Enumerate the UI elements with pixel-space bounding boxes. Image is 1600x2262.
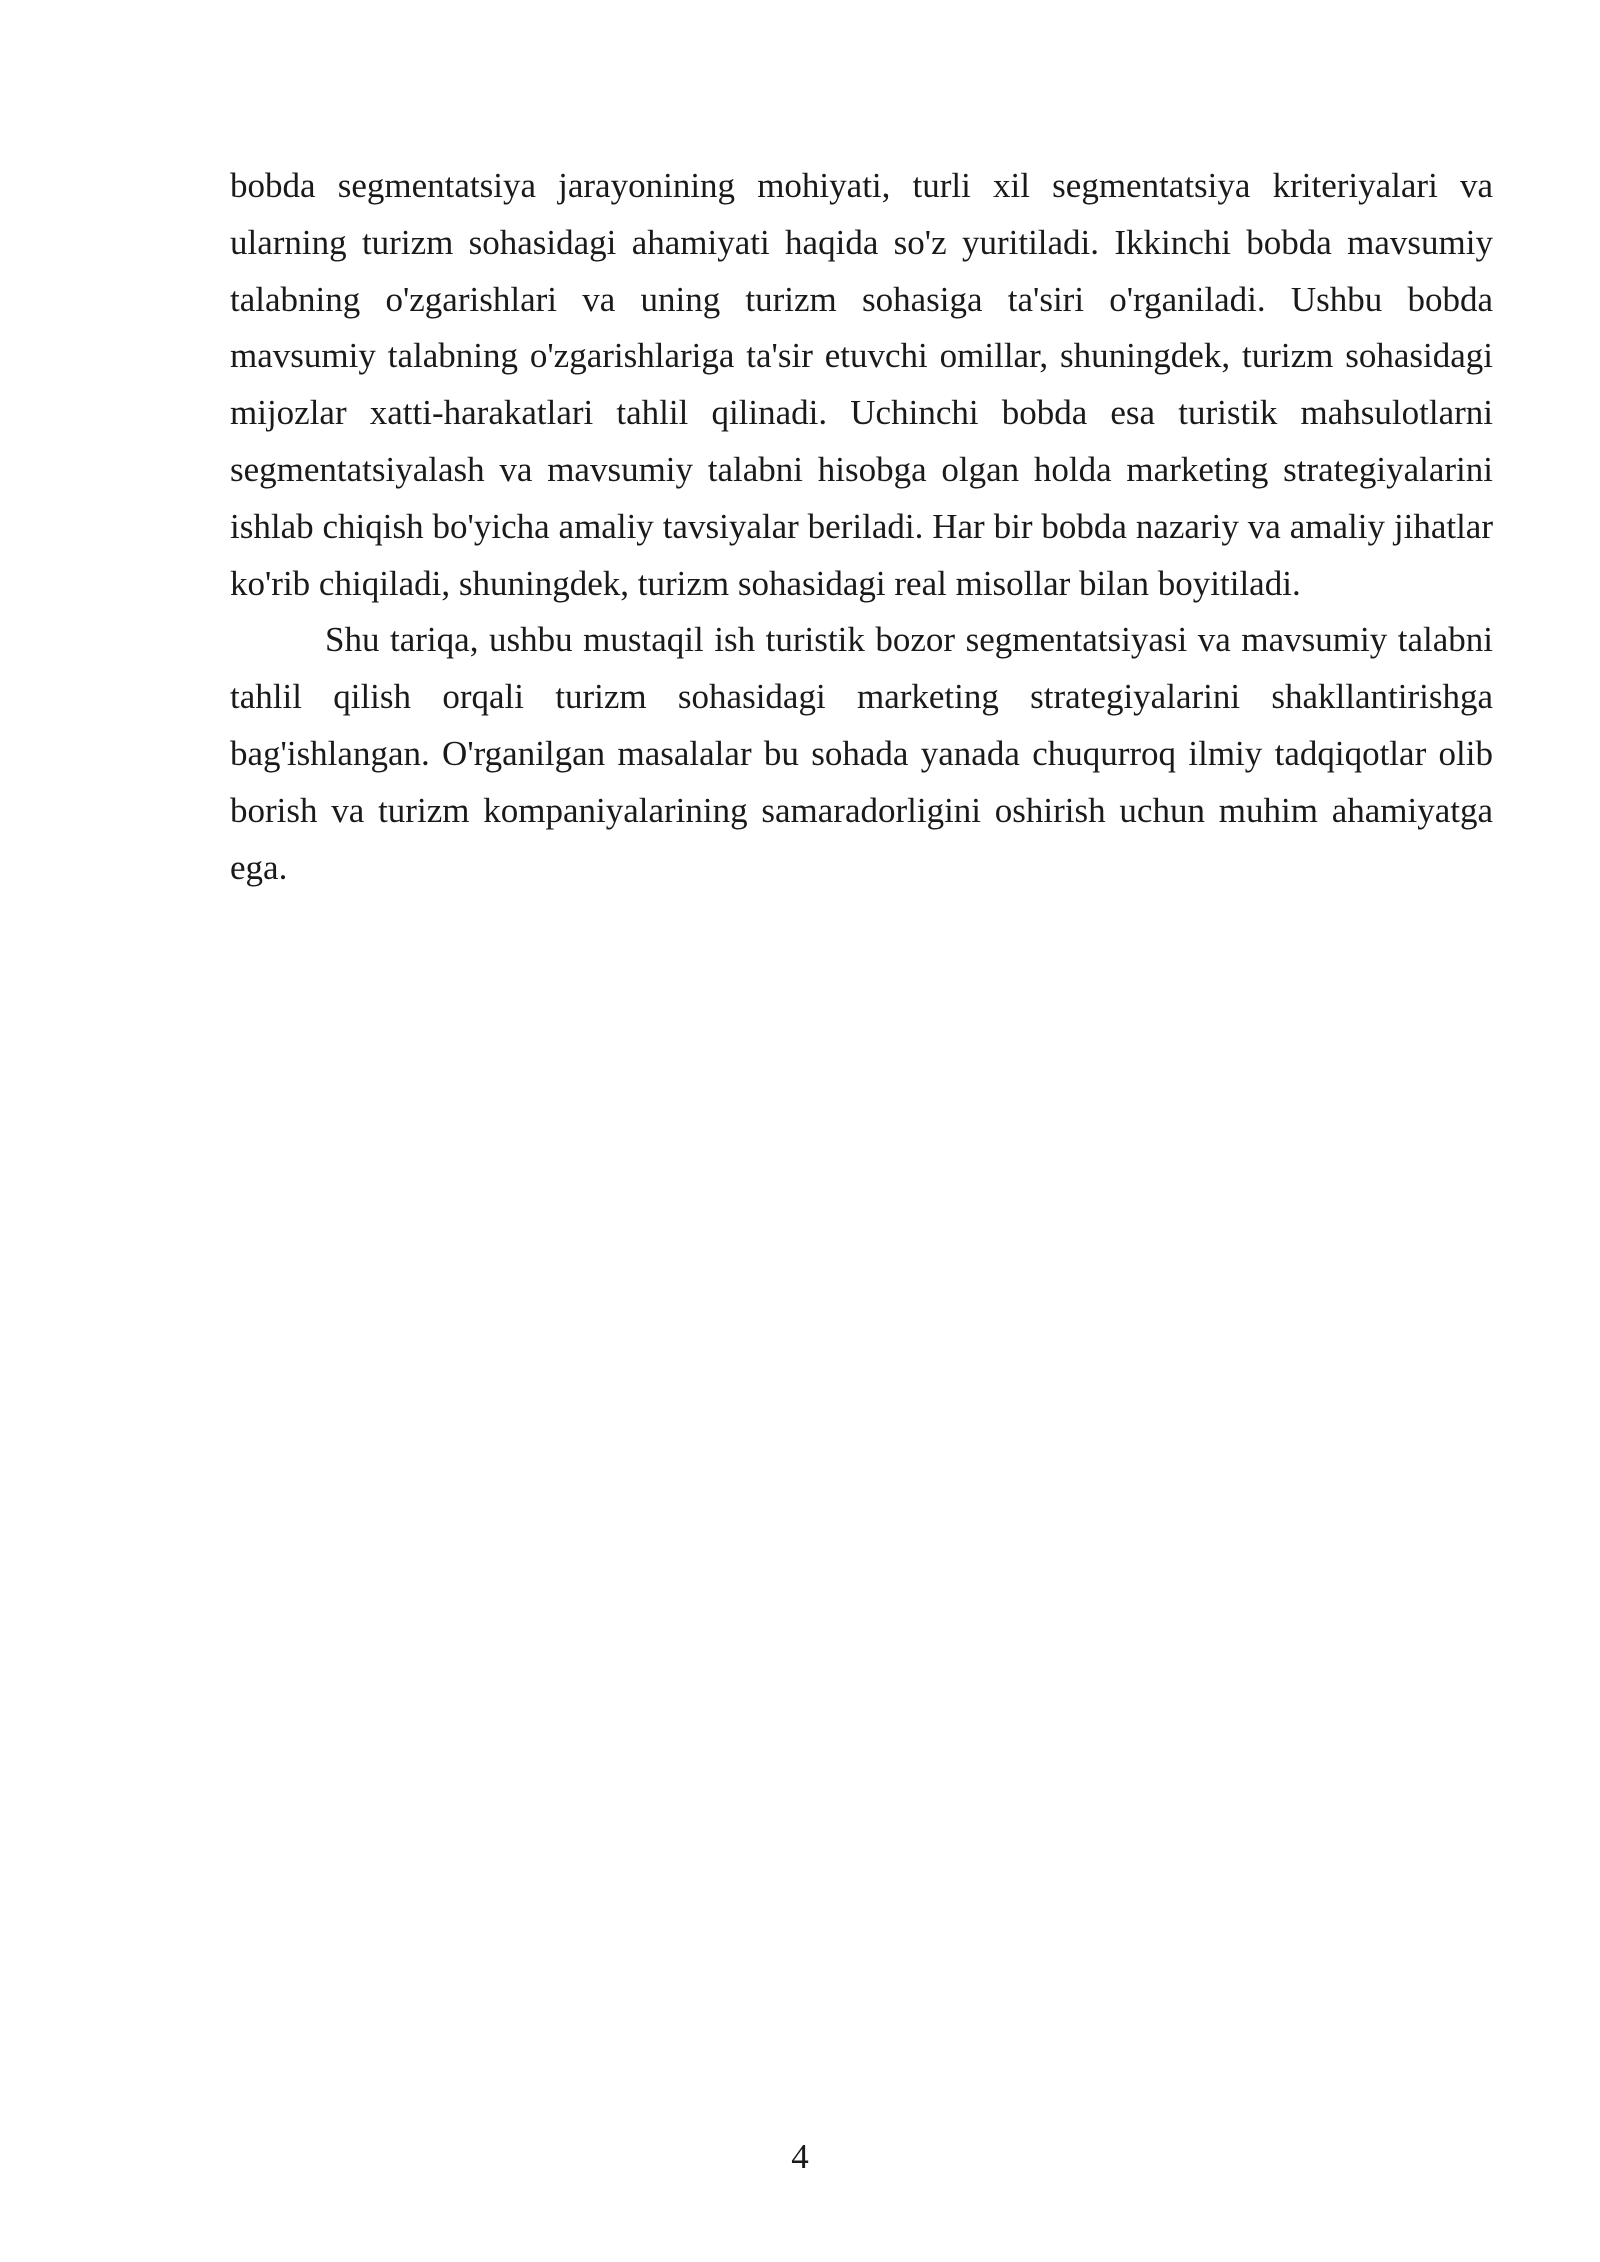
page-number: 4 (791, 2137, 809, 2176)
document-body (230, 158, 1493, 896)
paragraph-conclusion: Shu tariqa, ushbu mustaqil ish turistik bozor segmentatsiyasi va mavsumiy talabni tahlil qilish orqali turizm sohasidagi marketing strategiyalarini shakllantirishga bag'ishlangan. O'rganilgan masalalar bu sohada yanada chuqurroq ilmiy tadqiqotlar olib borish va turizm kompaniyalarining samaradorligini oshirish uchun muhim ahamiyatga ega. (230, 620, 1493, 887)
paragraph-continuation: bobda segmentatsiya jarayonining mohiyati, turli xil segmentatsiya kriteriyalari va ularning turizm sohasidagi ahamiyati haqida so'z yuritiladi. Ikkinchi bobda mavsumiy talabning o'zgarishlari va uning turizm sohasiga ta'siri o'rganiladi. Ushbu bobda mavsumiy talabning o'zgarishlariga ta'sir etuvchi omillar, shuningdek, turizm sohasidagi mijozlar xatti-harakatlari tahlil qilinadi. Uchinchi bobda esa turistik mahsulotlarni segmentatsiyalash va mavsumiy talabni hisobga olgan holda marketing strategiyalarini ishlab chiqish bo'yicha amaliy tavsiyalar beriladi. Har bir bobda nazariy va amaliy jihatlar ko'rib chiqiladi, shuningdek, turizm sohasidagi real misollar bilan boyitiladi. (230, 166, 1493, 603)
